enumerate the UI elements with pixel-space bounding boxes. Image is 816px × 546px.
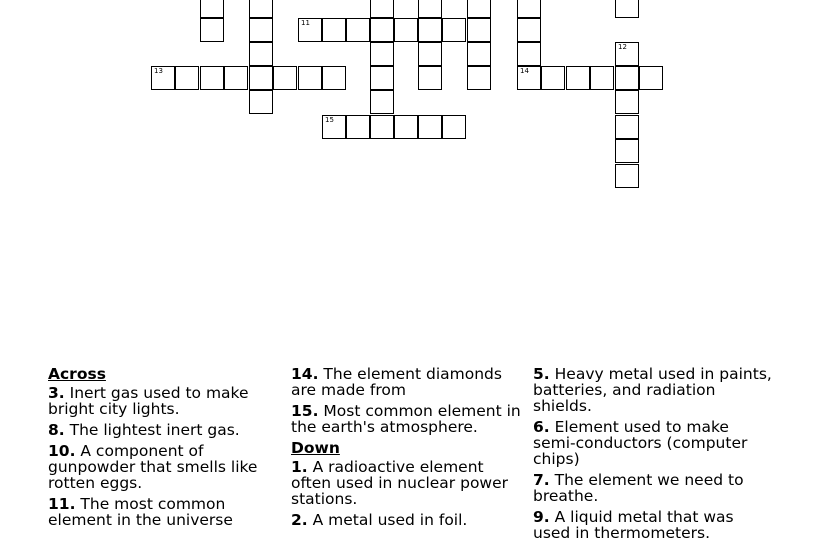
grid-cell[interactable] <box>418 0 442 18</box>
grid-cell[interactable] <box>418 66 442 90</box>
grid-cell[interactable] <box>249 90 273 114</box>
grid-cell[interactable] <box>639 66 663 90</box>
grid-cell[interactable] <box>442 115 466 139</box>
grid-cell[interactable] <box>418 18 442 42</box>
grid-cell[interactable] <box>615 90 639 114</box>
grid-cell[interactable] <box>249 42 273 66</box>
down-heading: Down <box>291 439 340 457</box>
grid-cell[interactable] <box>615 115 639 139</box>
grid-cell[interactable] <box>517 18 541 42</box>
grid-cell[interactable] <box>370 90 394 114</box>
grid-cell[interactable] <box>298 18 322 42</box>
clues-column-1 <box>48 366 278 533</box>
grid-cell[interactable] <box>370 42 394 66</box>
clue-down-5: 5. Heavy metal used in paints, batteries, and radiation shields. <box>533 365 772 415</box>
grid-cell[interactable] <box>200 0 224 18</box>
grid-cell[interactable] <box>249 0 273 18</box>
clue-across-15: 15. Most common element in the earth's atmosphere. <box>291 402 521 436</box>
grid-cell[interactable] <box>346 18 370 42</box>
grid-cell[interactable] <box>322 66 346 90</box>
grid-cell[interactable] <box>541 66 565 90</box>
grid-cell[interactable] <box>370 0 394 18</box>
grid-cell[interactable] <box>249 66 273 90</box>
grid-cell[interactable] <box>200 18 224 42</box>
grid-cell[interactable] <box>273 66 297 90</box>
grid-cell[interactable] <box>418 115 442 139</box>
clue-number-15: 15 <box>325 116 334 124</box>
clue-down-1: 1. A radioactive element often used in nuclear power stations. <box>291 458 509 508</box>
clue-across-3: 3. Inert gas used to make bright city lights. <box>48 384 249 418</box>
grid-cell[interactable] <box>322 18 346 42</box>
grid-cell[interactable] <box>249 18 273 42</box>
grid-cell[interactable] <box>394 18 418 42</box>
grid-cell[interactable] <box>467 42 491 66</box>
grid-cell[interactable] <box>370 18 394 42</box>
grid-cell[interactable] <box>517 0 541 18</box>
grid-cell[interactable] <box>370 115 394 139</box>
clues-column-3 <box>533 366 773 546</box>
clue-number-14: 14 <box>520 67 529 75</box>
grid-cell[interactable] <box>615 42 639 66</box>
grid-cell[interactable] <box>175 66 199 90</box>
clue-across-14: 14. The element diamonds are made from <box>291 365 502 399</box>
clues-column-2 <box>291 366 523 533</box>
clue-down-2: 2. A metal used in foil. <box>291 511 468 529</box>
grid-cell[interactable] <box>418 42 442 66</box>
clue-across-11: 11. The most common element in the universe <box>48 495 233 529</box>
grid-cell[interactable] <box>346 115 370 139</box>
grid-cell[interactable] <box>394 115 418 139</box>
grid-cell[interactable] <box>224 66 248 90</box>
grid-cell[interactable] <box>615 0 639 18</box>
grid-cell[interactable] <box>615 164 639 188</box>
clue-down-9: 9. A liquid metal that was used in thermometers. <box>533 508 734 542</box>
grid-cell[interactable] <box>615 139 639 163</box>
grid-cell[interactable] <box>298 66 322 90</box>
clue-down-6: 6. Element used to make semi-conductors (computer chips) <box>533 418 748 468</box>
clue-across-8: 8. The lightest inert gas. <box>48 421 240 439</box>
clue-across-10: 10. A component of gunpowder that smells like rotten eggs. <box>48 442 258 492</box>
grid-cell[interactable] <box>467 0 491 18</box>
clue-number-13: 13 <box>154 67 163 75</box>
grid-cell[interactable] <box>200 66 224 90</box>
clue-number-12: 12 <box>618 43 627 51</box>
grid-cell[interactable] <box>566 66 590 90</box>
grid-cell[interactable] <box>517 42 541 66</box>
grid-cell[interactable] <box>370 66 394 90</box>
grid-cell[interactable] <box>467 18 491 42</box>
grid-cell[interactable] <box>151 66 175 90</box>
grid-cell[interactable] <box>615 66 639 90</box>
grid-cell[interactable] <box>442 18 466 42</box>
grid-cell[interactable] <box>322 115 346 139</box>
grid-cell[interactable] <box>517 66 541 90</box>
clue-number-11: 11 <box>301 19 310 27</box>
grid-cell[interactable] <box>467 66 491 90</box>
clue-down-7: 7. The element we need to breathe. <box>533 471 744 505</box>
across-heading: Across <box>48 365 106 383</box>
grid-cell[interactable] <box>590 66 614 90</box>
crossword-grid <box>0 0 816 200</box>
